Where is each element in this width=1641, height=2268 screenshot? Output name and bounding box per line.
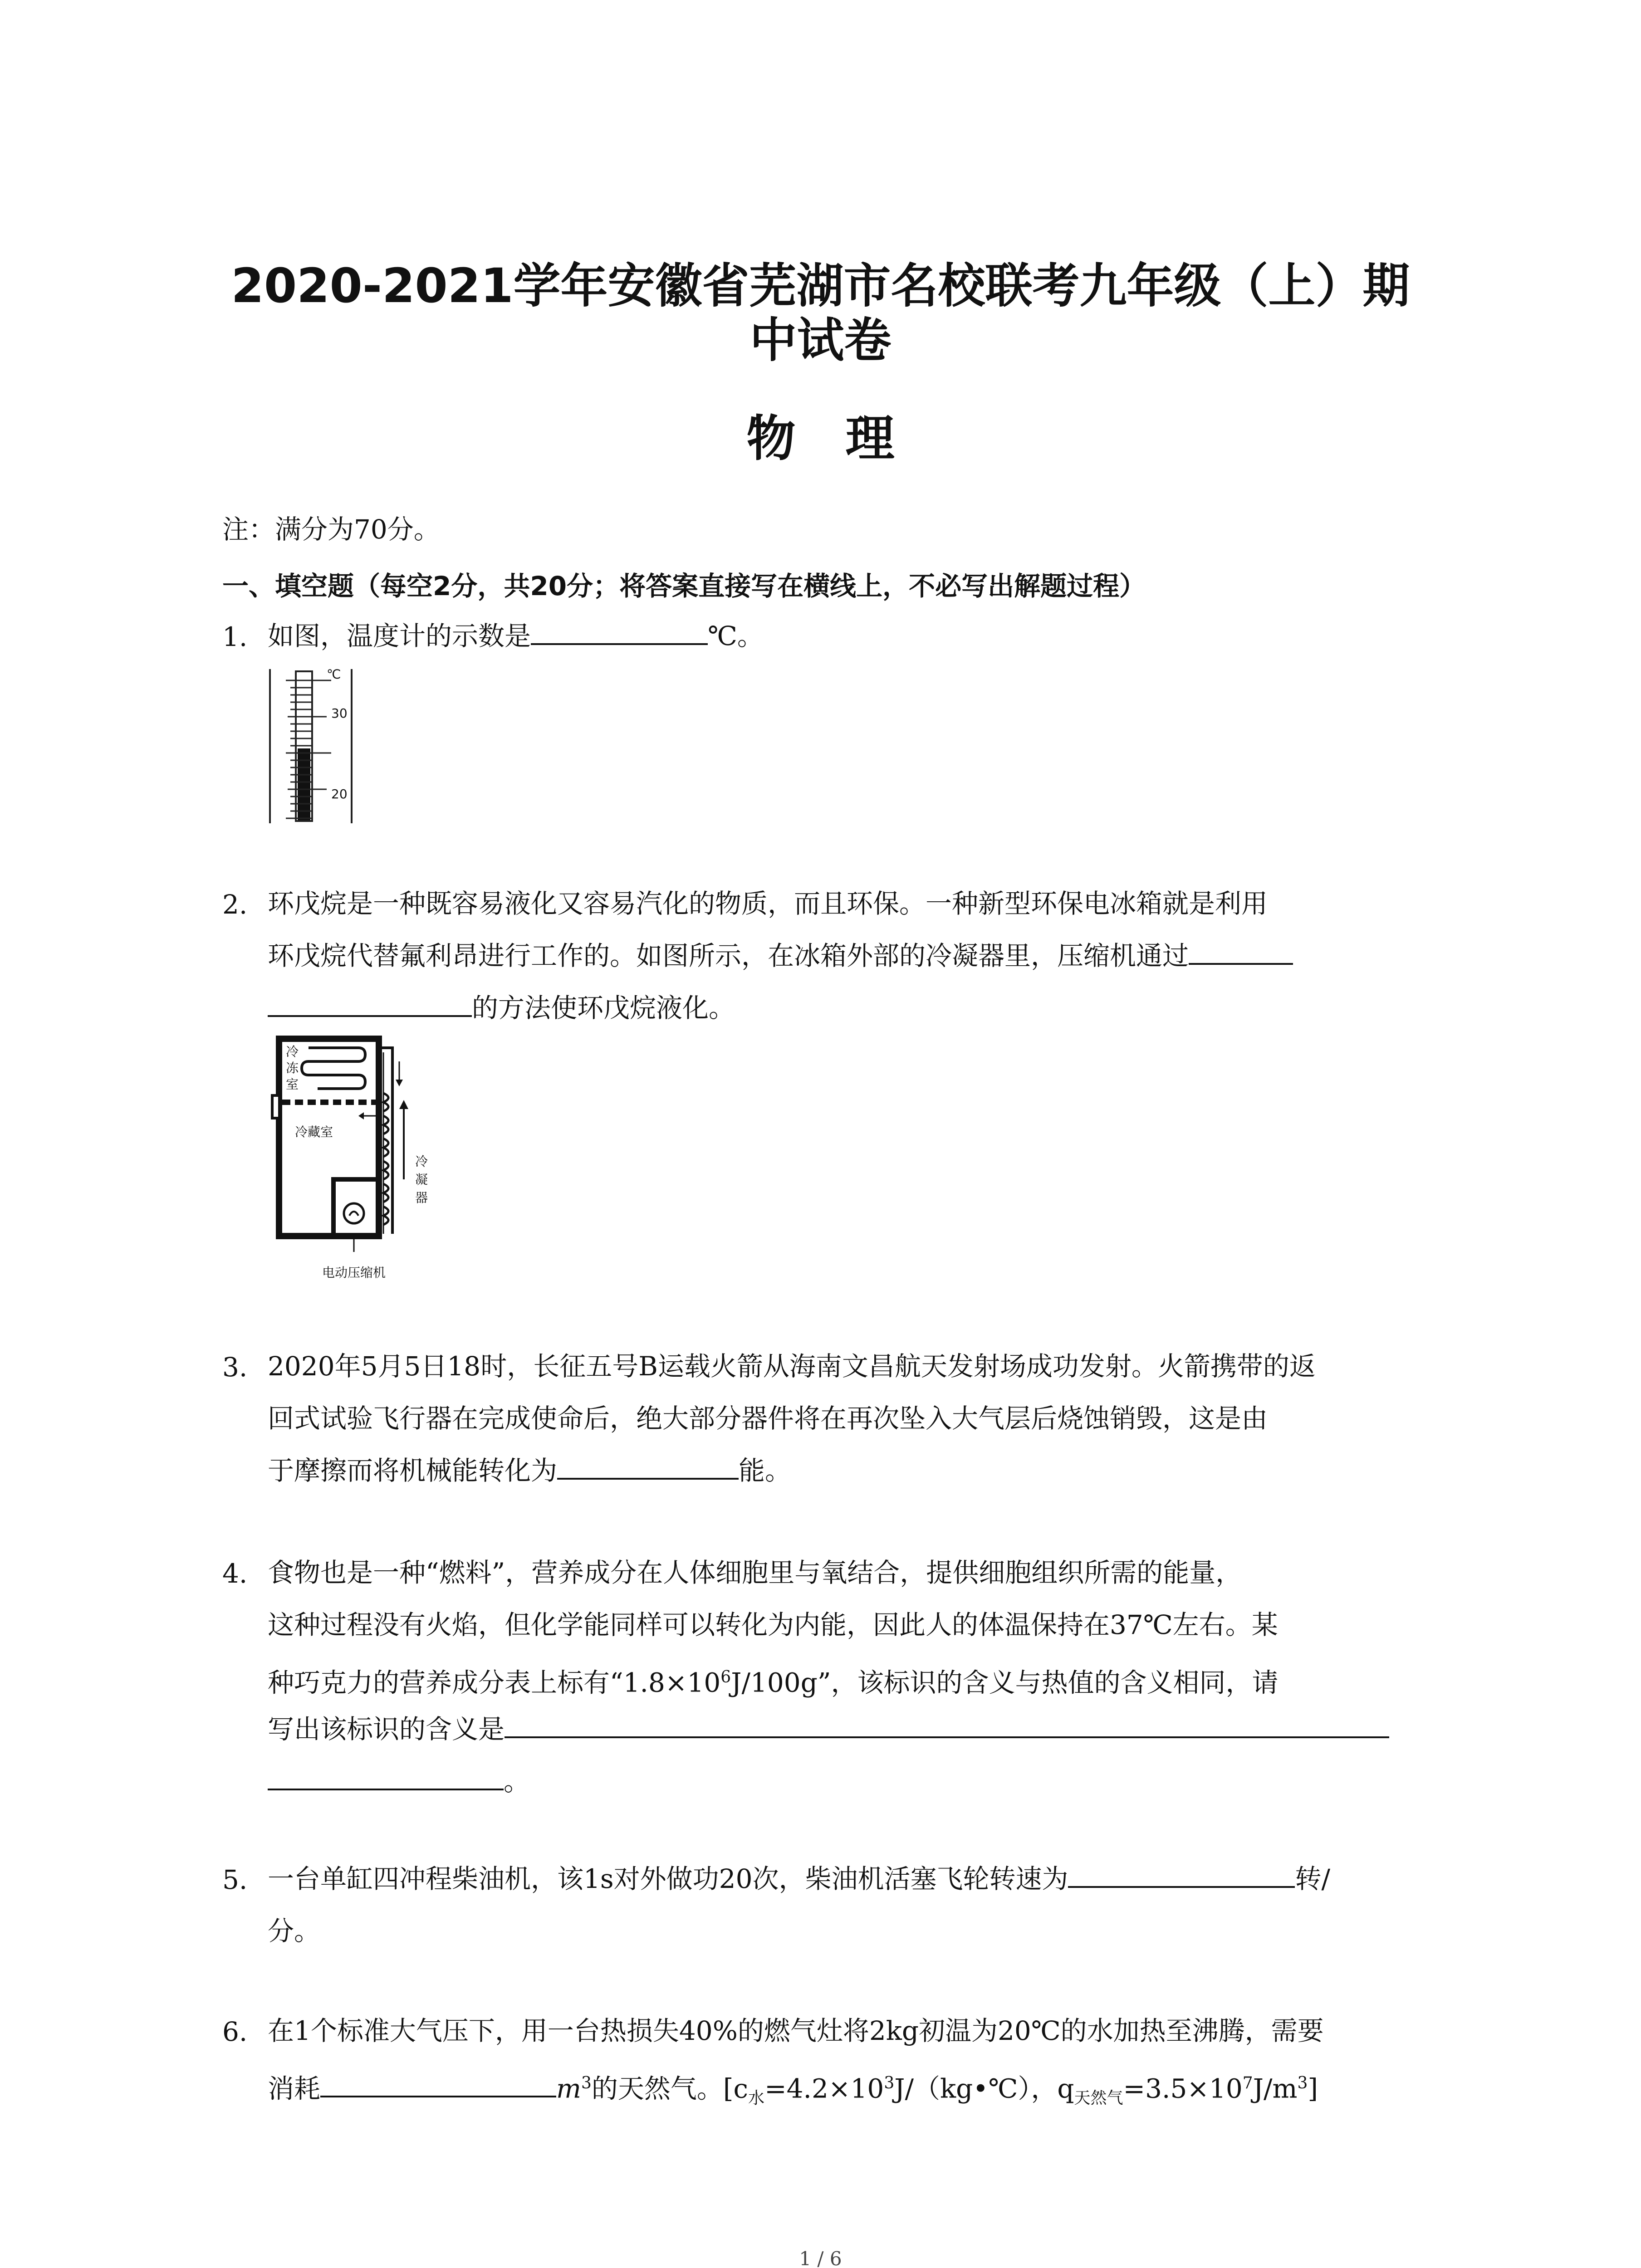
subject-title: 物理 [746, 411, 945, 467]
q2-answer-blank-b[interactable] [268, 987, 472, 1017]
freezer-label-2: 冻 [286, 1061, 299, 1075]
q1-answer-blank[interactable] [531, 615, 708, 645]
q4-line3-text-b: J/100g”，该标识的含义与热值的含义相同，请 [731, 1667, 1279, 1698]
q2-number: 2. [222, 889, 248, 920]
q5-number: 5. [222, 1864, 248, 1895]
q4-line5 [268, 1755, 530, 1808]
q4-line3 [268, 1651, 1278, 1709]
freezer-label-3: 室 [286, 1077, 299, 1092]
exam-title-line1: 2020-2021学年安徽省芜湖市名校联考九年级（上）期 [231, 258, 1410, 313]
q3-line1: 2020年5月5日18时，长征五号B运载火箭从海南文昌航天发射场成功发射。火箭携带的返 [268, 1351, 1316, 1382]
q3-line3-text-after: 能。 [739, 1455, 792, 1486]
q6-text-e: =3.5×10 [1123, 2073, 1243, 2104]
q5-line1-text-after: 转/ [1295, 1863, 1331, 1894]
q6-text-f: J/m [1253, 2073, 1298, 2104]
q6-text-a: 消耗 [268, 2073, 321, 2104]
q6-sub-gas: 天然气 [1074, 2088, 1123, 2107]
q4-line3-text-a: 种巧克力的营养成分表上标有“1.8×10 [268, 1667, 721, 1698]
q3-line2: 回式试验飞行器在完成使命后，绝大部分器件将在再次坠入大气层后烧蚀销毁，这是由 [268, 1403, 1268, 1434]
q4-line4 [268, 1703, 1389, 1755]
q6-sup-1: 3 [884, 2074, 895, 2092]
q6-unit: m [556, 2073, 582, 2104]
condenser-label-2: 凝 [415, 1172, 428, 1187]
q6-answer-blank[interactable] [320, 2068, 556, 2097]
q2-answer-blank-a[interactable] [1189, 935, 1293, 965]
q4-line4-text: 写出该标识的含义是 [268, 1714, 505, 1745]
q6-sup-2: 7 [1242, 2074, 1253, 2092]
q5-line1 [268, 1853, 1330, 1905]
q3-answer-blank[interactable] [557, 1450, 739, 1480]
q1-text-before: 如图，温度计的示数是 [268, 621, 531, 651]
freezer-label-1: 冷 [286, 1044, 299, 1059]
refrigerator-figure [268, 1034, 458, 1288]
q6-line1: 在1个标准大气压下，用一台热损失40%的燃气灶将2kg初温为20℃的水加热至沸腾，需要 [268, 2015, 1324, 2046]
q1-text-after: ℃。 [708, 621, 764, 651]
thermometer-tick-20: 20 [331, 787, 348, 802]
q6-sub-water: 水 [748, 2088, 765, 2107]
q4-number: 4. [222, 1558, 248, 1589]
q6-text-c: =4.2×10 [764, 2073, 884, 2104]
q4-answer-blank-a[interactable] [505, 1708, 1389, 1738]
q2-line1: 环戊烷是一种既容易液化又容易汽化的物质，而且环保。一种新型环保电冰箱就是利用 [268, 888, 1268, 919]
q1-text [268, 610, 764, 662]
q4-line3-sup: 6 [720, 1668, 731, 1686]
q6-text-b: 的天然气。[c [591, 2073, 749, 2104]
q1-number: 1. [222, 621, 248, 652]
thermometer-tick-30: 30 [331, 706, 348, 721]
q4-answer-blank-b[interactable] [268, 1760, 504, 1790]
q6-text-d: J/（kg•℃），q [894, 2073, 1074, 2104]
section-heading: 一、填空题（每空2分，共20分；将答案直接写在横线上，不必写出解题过程） [222, 571, 1146, 601]
condenser-label-1: 冷 [415, 1154, 428, 1169]
condenser-label-3: 器 [415, 1190, 428, 1205]
q2-line3-text: 的方法使环戊烷液化。 [472, 992, 735, 1023]
score-note: 注：满分为70分。 [222, 514, 440, 545]
q3-line3-text-before: 于摩擦而将机械能转化为 [268, 1455, 558, 1486]
fridge-label: 冷藏室 [295, 1124, 333, 1139]
q6-unit-sup: 3 [581, 2074, 592, 2092]
q4-line2: 这种过程没有火焰，但化学能同样可以转化为内能，因此人的体温保持在37℃左右。某 [268, 1609, 1278, 1640]
q4-line5-text: 。 [504, 1766, 530, 1797]
q5-answer-blank[interactable] [1068, 1858, 1295, 1888]
q6-line2 [268, 2057, 1318, 2124]
q6-sup-3: 3 [1297, 2074, 1308, 2092]
thermometer-unit: ℃ [327, 667, 341, 682]
q3-line3 [268, 1445, 791, 1497]
q2-line3 [268, 982, 735, 1034]
q6-number: 6. [222, 2016, 248, 2047]
q3-number: 3. [222, 1352, 248, 1383]
q2-line2 [268, 930, 1293, 982]
thermometer-figure [268, 667, 358, 826]
q6-text-g: ] [1308, 2073, 1318, 2104]
q4-line1: 食物也是一种“燃料”，营养成分在人体细胞里与氧结合，提供细胞组织所需的能量， [268, 1557, 1242, 1588]
exam-title-line2: 中试卷 [749, 313, 892, 368]
q2-line2-text: 环戊烷代替氟利昂进行工作的。如图所示，在冰箱外部的冷凝器里，压缩机通过 [268, 940, 1189, 971]
q5-line2: 分。 [268, 1916, 321, 1946]
page-number: 1 / 6 [799, 2248, 842, 2268]
compressor-label: 电动压缩机 [322, 1265, 386, 1280]
q5-line1-text-before: 一台单缸四冲程柴油机，该1s对外做功20次，柴油机活塞飞轮转速为 [268, 1863, 1068, 1894]
